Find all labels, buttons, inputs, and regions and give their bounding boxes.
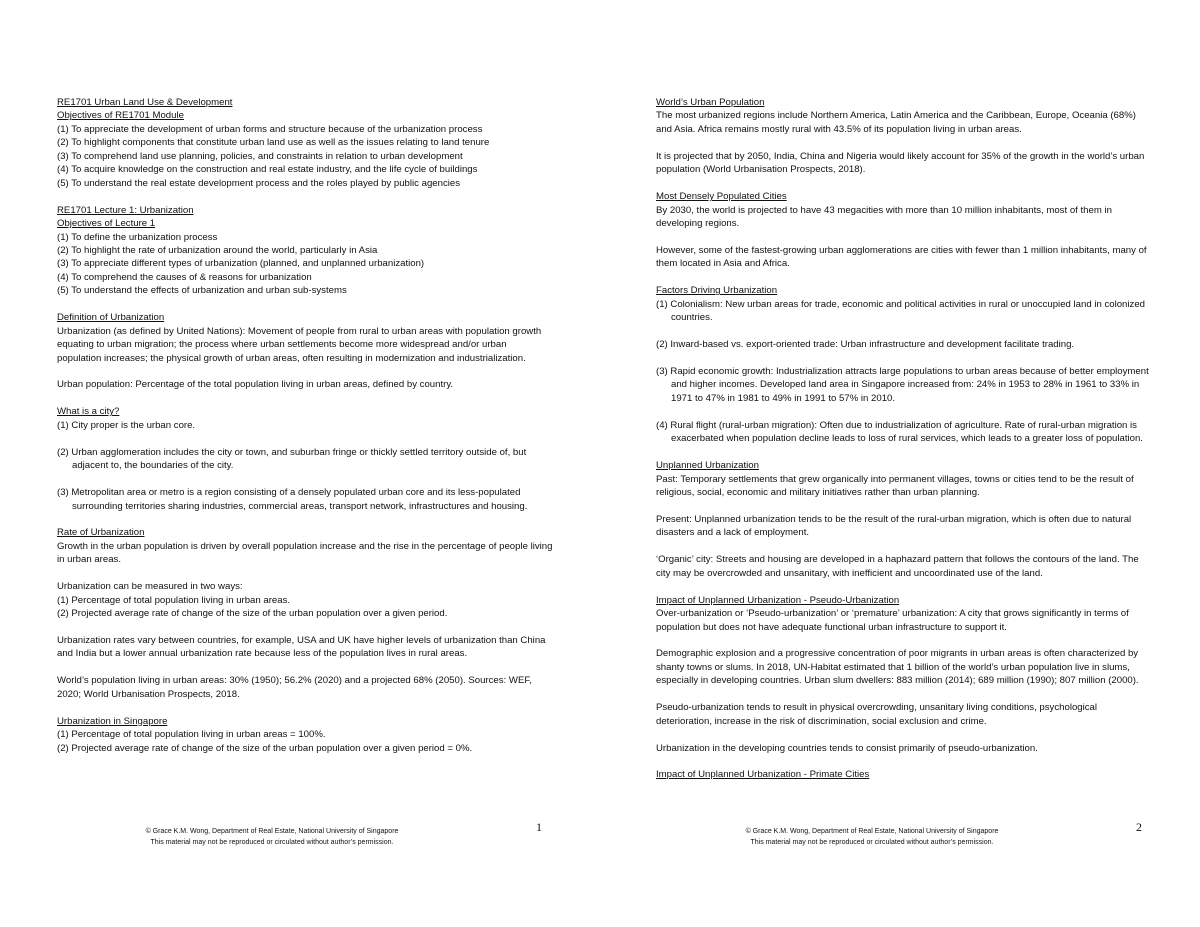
lecture-objective-5: (5) To understand the effects of urbanization and urban sub-systems xyxy=(57,285,347,297)
factors-heading: Factors Driving Urbanization xyxy=(656,285,778,297)
page-2-text xyxy=(656,96,1152,782)
lecture-objectives-heading: Objectives of Lecture 1 xyxy=(57,218,156,230)
dense-heading: Most Densely Populated Cities xyxy=(656,191,787,203)
city-item-1 xyxy=(57,419,553,432)
lecture-objective-4: (4) To comprehend the causes of & reasons for urbanization xyxy=(57,271,312,283)
factor-3-text: (3) Rapid economic growth: Industrialization attracts large populations to urban areas because of better employment and higher incomes. Developed land area in Singapore increased from: 24% in 1953 to 28% in 1961 to 33% in 1971 to 47% in 1981 to 49% in 1991 to 57% in 2010. xyxy=(656,365,1149,404)
world-paragraph-1 xyxy=(656,109,1152,136)
rate-measure-2: (2) Projected average rate of change of the size of the urban population over a given period. xyxy=(57,608,448,620)
factor-1 xyxy=(656,298,1152,325)
page-1-text xyxy=(57,96,553,755)
factor-1-text: (1) Colonialism: New urban areas for trade, economic and political activities in rural or unoccupied land in colonized countries. xyxy=(656,298,1145,324)
lecture-objectives-section xyxy=(57,204,553,298)
unplanned-paragraph-2 xyxy=(656,513,1152,540)
rate-comparison xyxy=(57,634,553,661)
city-item-2 xyxy=(57,446,553,473)
copyright-line: © Grace K.M. Wong, Department of Real Estate, National University of Singapore xyxy=(745,828,999,835)
factor-3 xyxy=(656,365,1152,405)
dense-text-1: By 2030, the world is projected to have 43 megacities with more than 10 million inhabitants, most of them in developing regions. xyxy=(656,204,1112,230)
unplanned-section xyxy=(656,459,1152,580)
pseudo-text-3: Pseudo-urbanization tends to result in physical overcrowding, unsanitary living conditions, psychological deterioration, increase in the risk of discrimination, social exclusion and crime. xyxy=(656,702,1098,727)
unplanned-text-2: Present: Unplanned urbanization tends to be the result of the rural-urban migration, which is often due to natural disasters and a lack of employment. xyxy=(656,513,1132,539)
rate-world-text: World’s population living in urban areas: 30% (1950); 56.2% (2020) and a projected 68% (2050). Sources: WEF, 2020; World Urbanisation Prospects, 2018. xyxy=(57,675,532,700)
pseudo-paragraph-2 xyxy=(656,647,1152,687)
page-number: 2 xyxy=(1136,820,1142,834)
world-text-2: It is projected that by 2050, India, China and Nigeria would likely account for 35% of the growth in the world’s urban population (World Urbanisation Prospects, 2018). xyxy=(656,150,1145,176)
pseudo-text-2: Demographic explosion and a progressive concentration of poor migrants in urban areas is often characterized by shanty towns or slums. In 2018, UN-Habitat estimated that 1 billion of the world’s urban population live in slums, especially in developing countries. Urban slum dwellers: 883 million (2014); 689 million (1990); 807 million (2000). xyxy=(656,648,1139,687)
world-text-1: The most urbanized regions include Northern America, Latin America and the Caribbean, Europe, Oceania (68%) and Asia. Africa remains mostly rural with 43.5% of its population living in urban areas. xyxy=(656,110,1136,135)
unplanned-heading: Unplanned Urbanization xyxy=(656,460,759,472)
pseudo-paragraph-3 xyxy=(656,701,1152,728)
page-number: 1 xyxy=(536,820,542,834)
pseudo-heading: Impact of Unplanned Urbanization - Pseudo-Urbanization xyxy=(656,594,900,606)
dense-section xyxy=(656,190,1152,271)
pseudo-paragraph-1 xyxy=(656,607,1152,634)
primate-section xyxy=(656,768,1152,781)
pseudo-section xyxy=(656,594,1152,755)
unplanned-paragraph-1 xyxy=(656,473,1152,500)
module-objective-5: (5) To understand the real estate development process and the roles played by public agencies xyxy=(57,177,461,189)
urban-population-paragraph xyxy=(57,378,553,391)
module-objective-4: (4) To acquire knowledge on the construction and real estate industry, and the life cycle of buildings xyxy=(57,164,478,176)
copyright-line: © Grace K.M. Wong, Department of Real Estate, National University of Singapore xyxy=(145,828,399,835)
dense-paragraph-2 xyxy=(656,244,1152,271)
rate-section xyxy=(57,526,553,701)
lecture-objective-3: (3) To appreciate different types of urbanization (planned, and unplanned urbanization) xyxy=(57,258,425,270)
permission-line: This material may not be reproduced or circulated without author’s permission. xyxy=(750,839,994,846)
rate-measured xyxy=(57,580,553,620)
rate-intro xyxy=(57,540,553,567)
factor-4 xyxy=(656,419,1152,446)
module-objective-3: (3) To comprehend land use planning, policies, and constraints in relation to urban development xyxy=(57,150,463,162)
city-item-3-text: (3) Metropolitan area or metro is a region consisting of a densely populated urban core and its less-populated surrounding territories sharing industries, commercial areas, transport network, infrastructures and housing. xyxy=(57,487,528,512)
factor-2-text: (2) Inward-based vs. export-oriented trade: Urban infrastructure and development facilitate trading. xyxy=(656,339,1075,351)
module-objective-2: (2) To highlight components that constitute urban land use as well as the issues relating to land tenure xyxy=(57,137,490,149)
city-item-1-text: (1) City proper is the urban core. xyxy=(57,419,196,431)
city-item-2-text: (2) Urban agglomeration includes the city or town, and suburban fringe or thickly settled territory outside of, but adjacent to, the boundaries of the city. xyxy=(57,446,527,472)
module-objective-1: (1) To appreciate the development of urban forms and structure because of the urbanization process xyxy=(57,123,483,135)
rate-world xyxy=(57,674,553,701)
rate-intro-text: Growth in the urban population is driven by overall population increase and the rise in the percentage of people living in urban areas. xyxy=(57,540,553,566)
pseudo-text-1: Over-urbanization or ‘Pseudo-urbanization’ or ‘premature’ urbanization: A city that grows significantly in terms of population but does not have adequate functional urban infrastructure to support it. xyxy=(656,608,1129,633)
unplanned-paragraph-3 xyxy=(656,553,1152,580)
module-title: RE1701 Urban Land Use & Development xyxy=(57,97,233,108)
dense-paragraph-1 xyxy=(656,204,1152,231)
lecture-objective-1: (1) To define the urbanization process xyxy=(57,231,218,243)
rate-heading: Rate of Urbanization xyxy=(57,527,145,539)
unplanned-text-3: ‘Organic’ city: Streets and housing are developed in a haphazard pattern that follows the contours of the land. The city may be overcrowded and unsanitary, with inefficient and uncoordinated use of the land. xyxy=(656,554,1139,579)
singapore-heading: Urbanization in Singapore xyxy=(57,715,168,727)
factor-4-text: (4) Rural flight (rural-urban migration): Often due to industrialization of agriculture. Rate of rural-urban migration is exacerbated when population decline leads to loss of rural services, which leads to a greater loss of population. xyxy=(656,419,1143,445)
lecture-objective-2: (2) To highlight the rate of urbanization around the world, particularly in Asia xyxy=(57,244,378,256)
unplanned-text-1: Past: Temporary settlements that grew organically into permanent villages, towns or cities tend to be the result of religious, social, economic and military initiatives rather than urban planning. xyxy=(656,473,1134,499)
definition-text: Urbanization (as defined by United Nations): Movement of people from rural to urban areas with population growth equating to urban migration; the process where urban settlements become more widespread and/or urban population increases; the physical growth of urban areas, often resulting in modernization and industrialization. xyxy=(57,325,542,364)
world-paragraph-2 xyxy=(656,150,1152,177)
city-item-3 xyxy=(57,486,553,513)
lecture-title: RE1701 Lecture 1: Urbanization xyxy=(57,204,194,216)
singapore-line-2: (2) Projected average rate of change of the size of the urban population over a given period = 0%. xyxy=(57,742,473,754)
pseudo-paragraph-4 xyxy=(656,742,1152,755)
rate-measured-intro: Urbanization can be measured in two ways: xyxy=(57,581,243,593)
module-objectives-heading: Objectives of RE1701 Module xyxy=(57,110,184,122)
singapore-line-1: (1) Percentage of total population living in urban areas = 100%. xyxy=(57,729,326,741)
permission-line: This material may not be reproduced or circulated without author’s permission. xyxy=(150,839,394,846)
rate-measure-1: (1) Percentage of total population living in urban areas. xyxy=(57,594,291,606)
definition-paragraph xyxy=(57,325,553,365)
city-section xyxy=(57,405,553,513)
definition-section xyxy=(57,311,553,392)
city-heading: What is a city? xyxy=(57,406,120,418)
definition-heading: Definition of Urbanization xyxy=(57,312,165,324)
rate-comparison-text: Urbanization rates vary between countries, for example, USA and UK have higher levels of urbanization than China and India but a lower annual urbanization rate because less of the population lives in rural areas. xyxy=(57,634,546,660)
world-heading: World’s Urban Population xyxy=(656,97,765,108)
primate-heading: Impact of Unplanned Urbanization - Primate Cities xyxy=(656,769,870,781)
page-1-footer xyxy=(72,826,472,848)
singapore-section xyxy=(57,715,553,755)
module-objectives-section xyxy=(57,96,553,190)
page-2-footer xyxy=(672,826,1072,848)
world-section xyxy=(656,96,1152,177)
factor-2 xyxy=(656,338,1152,351)
factors-section xyxy=(656,284,1152,445)
pseudo-text-4: Urbanization in the developing countries tends to consist primarily of pseudo-urbanization. xyxy=(656,742,1038,754)
urban-population-text: Urban population: Percentage of the total population living in urban areas, defined by country. xyxy=(57,379,454,391)
dense-text-2: However, some of the fastest-growing urban agglomerations are cities with fewer than 1 million inhabitants, many of them located in Asia and Africa. xyxy=(656,244,1147,270)
